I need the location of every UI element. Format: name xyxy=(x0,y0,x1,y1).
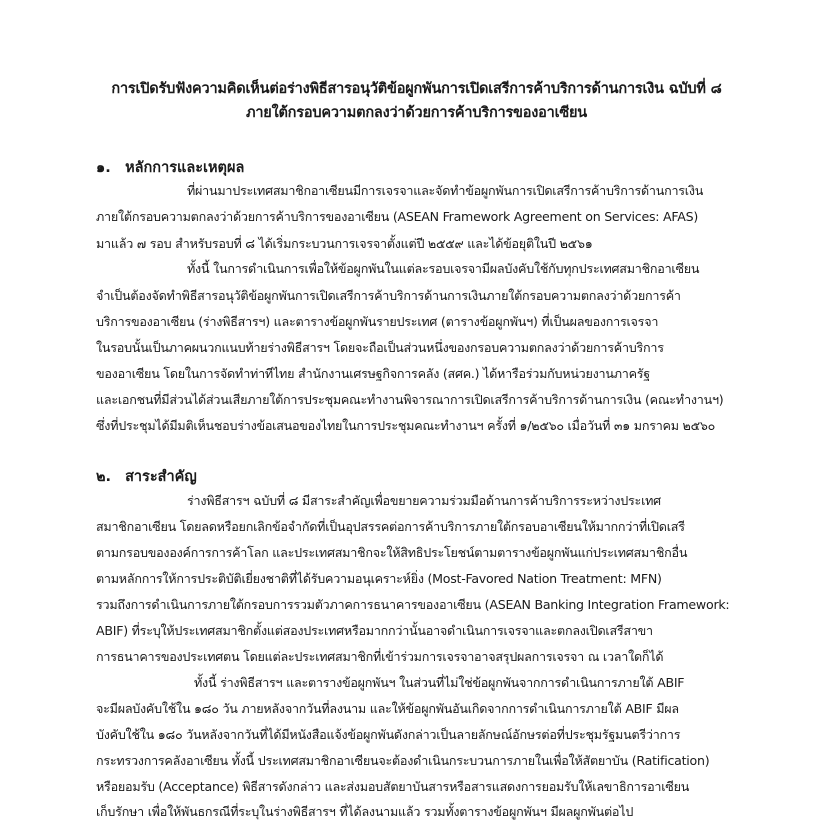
section-1-title: หลักการและเหตุผล xyxy=(125,160,245,176)
section-2-line: จะมีผลบังคับใช้ใน ๑๘๐ วัน ภายหลังจากวันที่ลงนาม และให้ข้อผูกพันอันเกิดจากการดำเนินการภายใต้ ABIF มีผล xyxy=(96,701,679,716)
section-1-number: ๑. xyxy=(96,160,111,176)
section-2-line: ร่างพิธีสารฯ ฉบับที่ ๘ มีสาระสำคัญเพื่อขยายความร่วมมือด้านการค้าบริการระหว่างประเทศ xyxy=(187,493,661,508)
document-title-line-1: การเปิดรับฟังความคิดเห็นต่อร่างพิธีสารอนุวัติข้อผูกพันการเปิดเสรีการค้าบริการด้านการเงิน ฉบับที่ ๘ xyxy=(111,81,722,97)
section-1-line: บริการของอาเซียน (ร่างพิธีสารฯ) และตารางข้อผูกพันรายประเทศ (ตารางข้อผูกพันฯ) ที่เป็นผลของการเจรจา xyxy=(96,314,659,329)
section-2-line: บังคับใช้ใน ๑๘๐ วันหลังจากวันที่ได้มีหนังสือแจ้งข้อผูกพันดังกล่าวเป็นลายลักษณ์อักษรต่อที่ประชุมรัฐมนตรีว่าการ xyxy=(96,727,681,742)
section-1-line: ที่ผ่านมาประเทศสมาชิกอาเซียนมีการเจรจาและจัดทำข้อผูกพันการเปิดเสรีการค้าบริการด้านการเงิน xyxy=(187,183,704,198)
section-2-line: เก็บรักษา เพื่อให้พันธกรณีที่ระบุในร่างพิธีสารฯ ที่ได้ลงนามแล้ว รวมทั้งตารางข้อผูกพันฯ มีผลผูกพันต่อไป xyxy=(96,804,634,819)
section-1-line: ภายใต้กรอบความตกลงว่าด้วยการค้าบริการของอาเซียน (ASEAN Framework Agreement on Services: AFAS) xyxy=(96,209,699,224)
section-2-line: ตามกรอบขององค์การการค้าโลก และประเทศสมาชิกจะให้สิทธิประโยชน์ตามตารางข้อผูกพันแก่ประเทศสมาชิกอื่น xyxy=(96,545,688,560)
section-2-number: ๒. xyxy=(96,469,112,485)
section-2-heading xyxy=(96,467,197,487)
section-2-line: ทั้งนี้ ร่างพิธีสารฯ และตารางข้อผูกพันฯ ในส่วนที่ไม่ใช่ข้อผูกพันจากการดำเนินการภายใต้ ABIF xyxy=(194,675,685,690)
section-2-line: ตามหลักการให้การประติบัติเยี่ยงชาติที่ได้รับความอนุเคราะห์ยิ่ง (Most-Favored Nation Treatment: MFN) xyxy=(96,571,662,586)
section-1-line: ของอาเซียน โดยในการจัดทำท่าทีไทย สำนักงานเศรษฐกิจการคลัง (สศค.) ได้หารือร่วมกับหน่วยงานภาครัฐ xyxy=(96,366,650,381)
section-2-line: หรือยอมรับ (Acceptance) พิธีสารดังกล่าว และส่งมอบสัตยาบันสารหรือสารแสดงการยอมรับให้เลขาธิการอาเซียน xyxy=(96,779,690,794)
section-2-line: รวมถึงการดำเนินการภายใต้กรอบการรวมตัวภาคการธนาคารของอาเซียน (ASEAN Banking Integration Framework: xyxy=(96,597,730,612)
section-2-line: กระทรวงการคลังอาเซียน ทั้งนี้ ประเทศสมาชิกอาเซียนจะต้องดำเนินกระบวนการภายในเพื่อให้สัตยาบัน (Ratification) xyxy=(96,753,710,768)
section-1-line: และเอกชนที่มีส่วนได้ส่วนเสียภายใต้การประชุมคณะทำงานพิจารณาการเปิดเสรีการค้าบริการด้านการเงิน (คณะทำงานฯ) xyxy=(96,392,724,407)
section-2-title: สาระสำคัญ xyxy=(125,469,197,485)
section-1-line: ทั้งนี้ ในการดำเนินการเพื่อให้ข้อผูกพันในแต่ละรอบเจรจามีผลบังคับใช้กับทุกประเทศสมาชิกอาเซียน xyxy=(187,261,700,276)
section-1-heading xyxy=(96,158,244,178)
section-1-line: จำเป็นต้องจัดทำพิธีสารอนุวัติข้อผูกพันการเปิดเสรีการค้าบริการด้านการเงินภายใต้กรอบความตกลงว่าด้วยการค้า xyxy=(96,288,681,303)
section-2-line: สมาชิกอาเซียน โดยลดหรือยกเลิกข้อจำกัดที่เป็นอุปสรรคต่อการค้าบริการภายใต้กรอบอาเซียนให้มากกว่าที่เปิดเสรี xyxy=(96,519,685,534)
section-1-line: มาแล้ว ๗ รอบ สำหรับรอบที่ ๘ ได้เริ่มกระบวนการเจรจาตั้งแต่ปี ๒๕๕๙ และได้ข้อยุติในปี ๒๕๖๑ xyxy=(96,236,593,251)
document-title-line-2: ภายใต้กรอบความตกลงว่าด้วยการค้าบริการของอาเซียน xyxy=(245,105,588,121)
section-2-line: ABIF) ที่ระบุให้ประเทศสมาชิกตั้งแต่สองประเทศหรือมากกว่านั้นอาจดำเนินการเจรจาและตกลงเปิดเสรีสาขา xyxy=(96,623,653,638)
section-2-line: การธนาคารของประเทศตน โดยแต่ละประเทศสมาชิกที่เข้าร่วมการเจรจาอาจสรุปผลการเจรจา ณ เวลาใดก็ได้ xyxy=(96,649,664,664)
section-1-line: ในรอบนั้นเป็นภาคผนวกแนบท้ายร่างพิธีสารฯ โดยจะถือเป็นส่วนหนึ่งของกรอบความตกลงว่าด้วยการค้าบริการ xyxy=(96,340,664,355)
section-1-line: ซึ่งที่ประชุมได้มีมติเห็นชอบร่างข้อเสนอของไทยในการประชุมคณะทำงานฯ ครั้งที่ ๑/๒๕๖๐ เมื่อวันที่ ๓๑ มกราคม ๒๕๖๐ xyxy=(96,418,716,433)
